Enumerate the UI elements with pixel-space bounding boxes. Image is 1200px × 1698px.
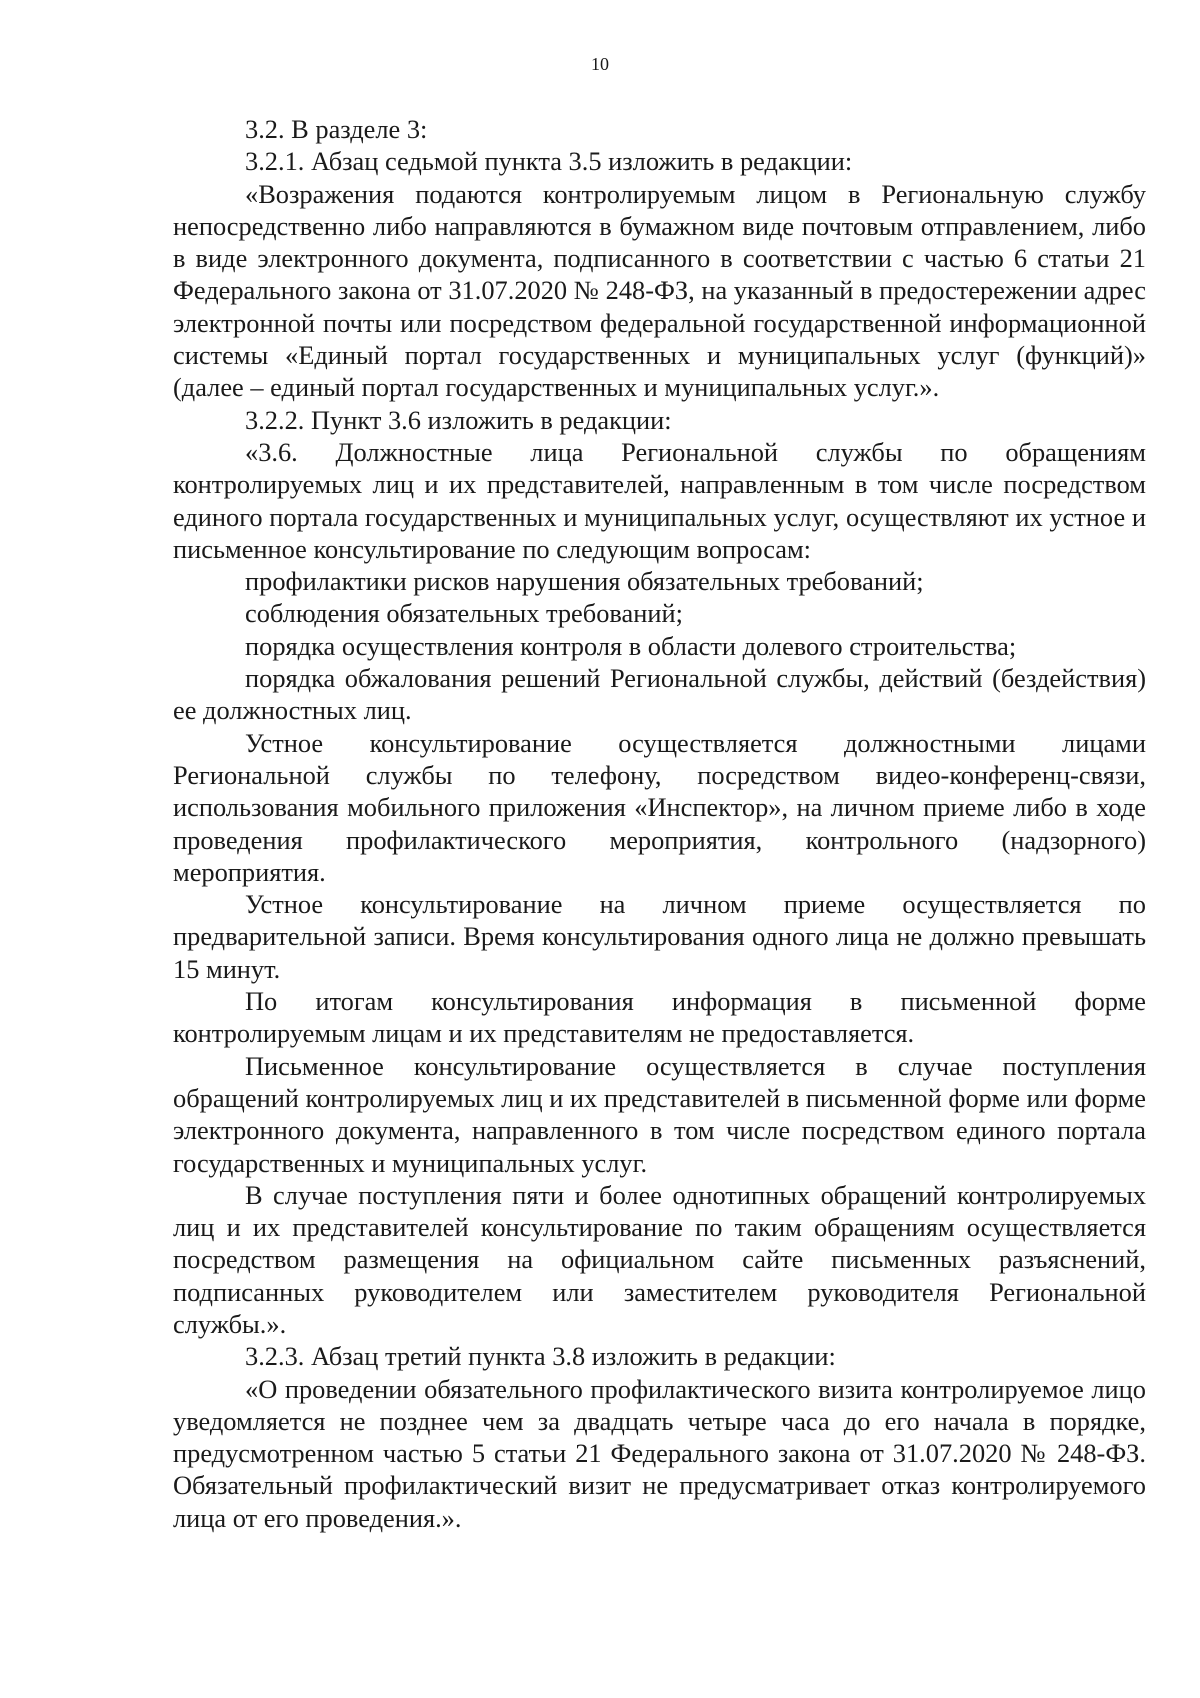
amendment-text-paragraph: «3.6. Должностные лица Региональной службы по обращениям контролируемых лиц и их представителей, направленным в том числе посредством единого портала государственных и муниципальных услуг, осуществляют их устное и письменное консультирование по следующим вопросам:: [173, 436, 1146, 564]
amendment-instruction: 3.2.1. Абзац седьмой пункта 3.5 изложить в редакции:: [245, 146, 853, 177]
list-item: профилактики рисков нарушения обязательных требований;: [245, 566, 924, 597]
amendment-text-paragraph: По итогам консультирования информация в письменной форме контролируемым лицам и их представителям не предоставляется.: [173, 986, 1146, 1049]
amendment-text-paragraph: «О проведении обязательного профилактического визита контролируемое лицо уведомляется не позднее чем за двадцать четыре часа до его начала в порядке, предусмотренном частью 5 статьи 21 Федерального закона от 31.07.2020 № 248-ФЗ. Обязательный профилактический визит не предусматривает отказ контролируемого лица от его проведения.».: [173, 1373, 1146, 1533]
amendment-text-paragraph: Письменное консультирование осуществляется в случае поступления обращений контролируемых лиц и их представителей в письменной форме или форме электронного документа, направленного в том числе посредством единого портала государственных и муниципальных услуг.: [173, 1050, 1146, 1178]
amendment-text-paragraph: Устное консультирование на личном приеме осуществляется по предварительной записи. Время консультирования одного лица не должно превышать 15 минут.: [173, 889, 1146, 984]
list-item: соблюдения обязательных требований;: [245, 598, 683, 629]
list-item: порядка обжалования решений Региональной службы, действий (бездействия) ее должностных лиц.: [173, 663, 1146, 726]
amendment-text-paragraph: В случае поступления пяти и более однотипных обращений контролируемых лиц и их представителей консультирование по таким обращениям осуществляется посредством размещения на официальном сайте письменных разъяснений, подписанных руководителем или заместителем руководителя Региональной службы.».: [173, 1179, 1146, 1339]
amendment-text-paragraph: Устное консультирование осуществляется должностными лицами Региональной службы по телефону, посредством видео-конференц-связи, использования мобильного приложения «Инспектор», на личном приеме либо в ходе проведения профилактического мероприятия, контрольного (надзорного) мероприятия.: [173, 727, 1146, 887]
amendment-instruction: 3.2.3. Абзац третий пункта 3.8 изложить в редакции:: [245, 1341, 836, 1372]
document-body: [173, 113, 1146, 1534]
section-heading: 3.2. В разделе 3:: [245, 114, 428, 144]
amendment-instruction: 3.2.2. Пункт 3.6 изложить в редакции:: [245, 404, 672, 435]
page-number: 10: [591, 54, 609, 74]
amendment-text-paragraph: «Возражения подаются контролируемым лицом в Региональную службу непосредственно либо направляются в бумажном виде почтовым отправлением, либо в виде электронного документа, подписанного в соответствии с частью 6 статьи 21 Федерального закона от 31.07.2020 № 248-ФЗ, на указанный в предостережении адрес электронной почты или посредством федеральной государственной информационной системы «Единый портал государственных и муниципальных услуг (функций)» (далее – единый портал государственных и муниципальных услуг.».: [173, 178, 1146, 403]
list-item: порядка осуществления контроля в области долевого строительства;: [245, 630, 1017, 661]
